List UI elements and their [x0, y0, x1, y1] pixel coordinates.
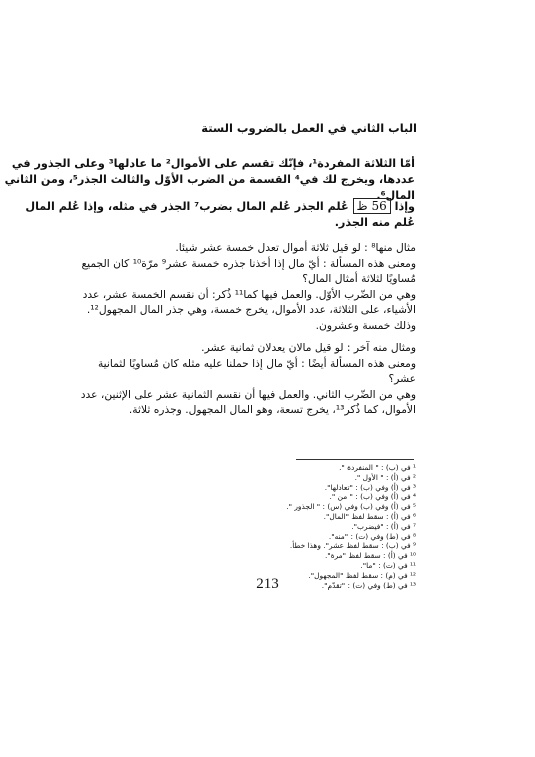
manuscript-folio-ref: 56 ظ: [353, 198, 391, 214]
footnote: ³ في (أ) وفي (ب) : "تعادلها".: [324, 482, 416, 492]
bold-paragraph-1: [4, 156, 415, 204]
text-line: عُلم منه الجذر.: [334, 216, 415, 229]
text-segment: وإذا: [394, 200, 415, 213]
footnote: ⁸ في (ط) وفي (ت) : "منه".: [328, 531, 416, 541]
footnote: ⁷ في (أ) : "فيضرب".: [351, 521, 416, 531]
text-line: وذلك خمسة وعشرون.: [315, 318, 416, 332]
footnote: ¹¹ في (ت) : "ما".: [360, 560, 416, 570]
text-line: المال⁶.: [376, 189, 415, 202]
text-line: ومثال منه آخر : لو قيل مالان يعدلان ثمانية عشر.: [201, 341, 416, 354]
text-line: [25, 198, 415, 215]
footnote: ⁴ في (أ) وفي (ب) : " من ".: [329, 492, 416, 502]
footnote: ⁹ في (ب) : سقط لفظ عشر". وهذا خطأ.: [289, 541, 416, 551]
text-line: أمّا الثلاثة المفردة¹، فإنّك تقسم على الأموال² ما عادلها³ وعلى الجذور في: [11, 157, 415, 170]
footnote: ¹² في (م) : سقط لفظ "المجهول".: [308, 570, 416, 580]
footnote: ¹⁰ في (أ) : سقط لفظ "مرة".: [324, 551, 416, 561]
text-segment: عُلم الجذر عُلم المال بضرب⁷ الجذر في مثله، وإذا عُلم المال: [25, 200, 349, 213]
text-line: مثال منها⁸ : لو قيل ثلاثة أموال تعدل خمسة عشر شيئا.: [175, 241, 416, 254]
chapter-title: الباب الثاني في العمل بالضروب الستة: [201, 121, 417, 135]
footnotes: [230, 463, 416, 590]
text-line: ومعنى هذه المسألة أيضًا : أيّ مال إذا حملنا عليه مثله كان مُساويًا لثمانية: [97, 356, 416, 370]
example-paragraph-1: [81, 240, 416, 333]
bold-paragraph-2: [25, 198, 415, 231]
footnote: ¹ في (ب) : " المنفردة ".: [339, 463, 416, 472]
footnote: ¹³ في (ط) وفي (ت) : "تقدّم".: [321, 580, 416, 590]
footnote-divider: [296, 459, 414, 460]
footnote: ² في (أ) : " الأول ".: [354, 472, 416, 482]
footnote: ⁵ في (أ) وفي (ب) وفي (س) : " الجذور ".: [286, 502, 416, 512]
footnote: ⁶ في (أ) : سقط لفظ "المال".: [323, 511, 416, 521]
text-line: وهي من الضّرب الثاني. والعمل فيها أن نقسم الثمانية عشر على الإثنين، عدد: [80, 387, 416, 401]
page-number: 213: [256, 576, 279, 592]
text-line: الأموال، كما ذُكر¹³، يخرج تسعة، وهو المال المجهول. وجذره ثلاثة.: [128, 403, 416, 416]
text-line: عددها، ويخرج لك في⁴ القسمة من الضرب الأوّل والثالث الجذر⁵، ومن الثاني: [4, 173, 415, 186]
example-paragraph-2: [80, 340, 416, 418]
text-line: مُساويًا لثلاثة أمثال المال؟: [302, 272, 416, 285]
text-line: عشر؟: [388, 372, 416, 385]
text-line: وهي من الضّرب الأوّل. والعمل فيها كما¹¹ ذُكر: أن نقسم الخمسة عشر، عدد: [82, 287, 416, 301]
text-line: ومعنى هذه المسألة : أيّ مال إذا أخذنا جذره خمسة عشر⁹ مرّة¹⁰ كان الجميع: [81, 256, 416, 270]
text-line: الأشياء، على الثلاثة، عدد الأموال، يخرج خمسة، وهي جذر المال المجهول¹².: [86, 303, 416, 316]
